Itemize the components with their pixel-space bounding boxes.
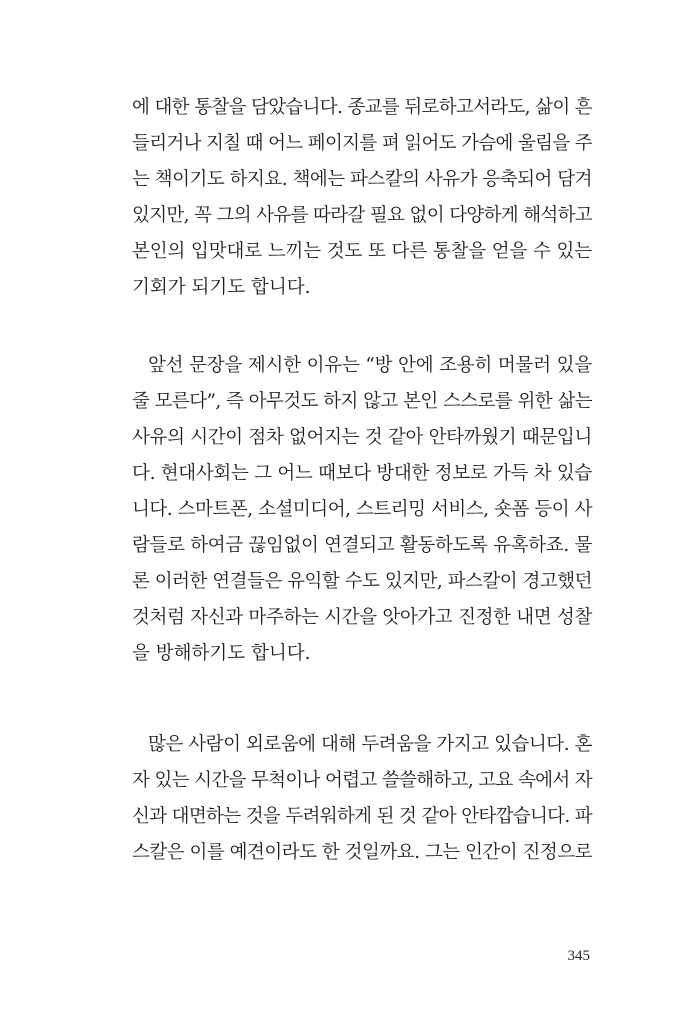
text-line: 신과 대면하는 것을 두려워하게 된 것 같아 안타깝습니다. 파: [132, 806, 592, 827]
paragraph-1: [132, 92, 592, 298]
text-line: 니다. 스마트폰, 소셜미디어, 스트리밍 서비스, 숏폼 등이 사: [132, 499, 592, 520]
text-line: 줄 모른다”, 즉 아무것도 하지 않고 본인 스스로를 위한 삶는: [132, 391, 592, 412]
paragraph-2: [132, 350, 592, 670]
text-line: 있지만, 꼭 그의 사유를 따라갈 필요 없이 다양하게 해석하고: [132, 205, 592, 226]
text-line: 본인의 입맛대로 느끼는 것도 또 다른 통찰을 얻을 수 있는: [132, 241, 592, 262]
text-line: 앞선 문장을 제시한 이유는 “방 안에 조용히 머물러 있을: [148, 355, 592, 376]
text-line: 자 있는 시간을 무척이나 어렵고 쓸쓸해하고, 고요 속에서 자: [132, 770, 592, 791]
text-line: 들리거나 지칠 때 어느 페이지를 펴 읽어도 가슴에 울림을 주: [132, 133, 592, 154]
text-line: 스칼은 이를 예견이라도 한 것일까요. 그는 인간이 진정으로: [132, 842, 592, 863]
text-line: 는 책이기도 하지요. 책에는 파스칼의 사유가 응축되어 담겨: [132, 169, 592, 190]
text-line: 다. 현대사회는 그 어느 때보다 방대한 정보로 가득 차 있습: [132, 463, 592, 484]
text-line: 에 대한 통찰을 담았습니다. 종교를 뒤로하고서라도, 삶이 흔: [132, 97, 592, 118]
page-number: 345: [567, 948, 590, 964]
paragraph-3: [132, 729, 592, 869]
text-line: 많은 사람이 외로움에 대해 두려움을 가지고 있습니다. 혼: [148, 734, 592, 755]
text-line: 사유의 시간이 점차 없어지는 것 같아 안타까웠기 때문입니: [132, 427, 592, 448]
text-line: 을 방해하기도 합니다.: [132, 643, 311, 664]
text-line: 람들로 하여금 끊임없이 연결되고 활동하도록 유혹하죠. 물: [132, 535, 592, 556]
text-line: 론 이러한 연결들은 유익할 수도 있지만, 파스칼이 경고했던: [132, 571, 592, 592]
text-line: 기회가 되기도 합니다.: [132, 277, 311, 298]
text-line: 것처럼 자신과 마주하는 시간을 앗아가고 진정한 내면 성찰: [132, 607, 592, 628]
